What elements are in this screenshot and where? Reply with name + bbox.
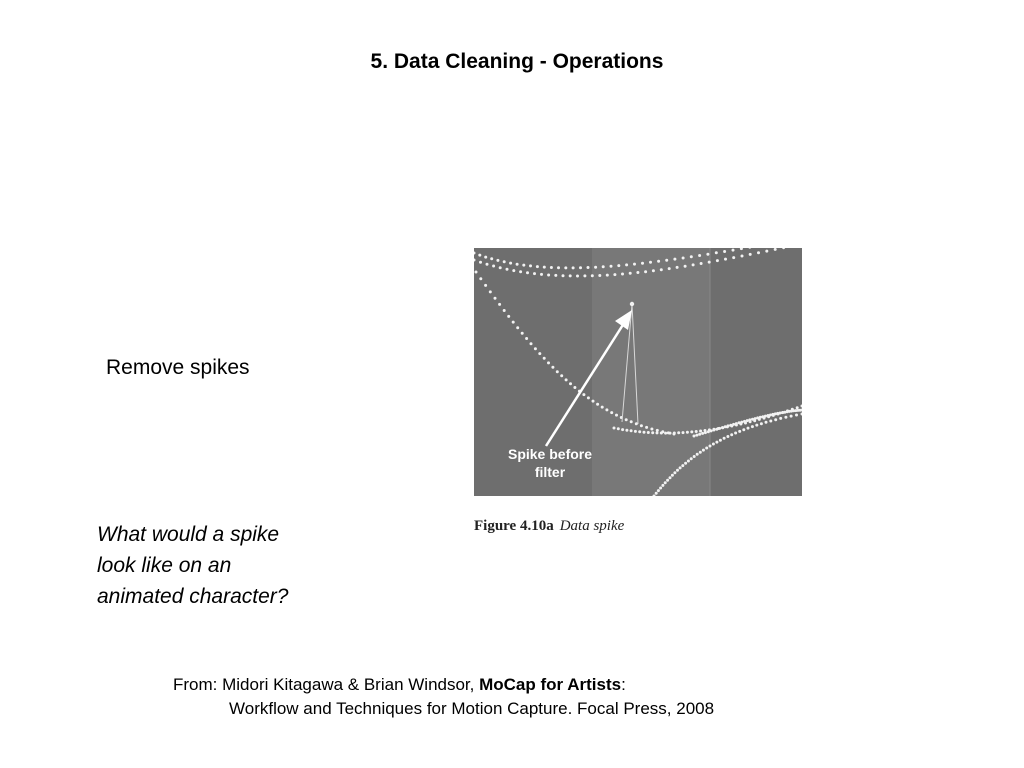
- curve-dot: [693, 455, 696, 458]
- curve-dot: [594, 266, 597, 269]
- curve-dot: [613, 273, 616, 276]
- curve-dot: [695, 430, 698, 433]
- curve-dot: [693, 435, 696, 438]
- curve-dot: [610, 411, 613, 414]
- curve-dot: [557, 266, 560, 269]
- bullet-text: Remove spikes: [106, 356, 250, 379]
- curve-dot: [550, 266, 553, 269]
- curve-dot: [707, 430, 710, 433]
- curve-dot: [723, 437, 726, 440]
- curve-dot: [506, 268, 509, 271]
- curve-dot: [687, 460, 690, 463]
- curve-dot: [530, 342, 533, 345]
- curve-dot: [712, 429, 715, 432]
- curve-dot: [661, 484, 664, 487]
- curve-dot: [647, 431, 650, 434]
- curve-dot: [695, 434, 698, 437]
- data-spike-figure: [474, 248, 802, 496]
- curve-dot: [572, 266, 575, 269]
- question-line: What would a spike: [97, 523, 280, 546]
- curve-dot: [638, 430, 641, 433]
- curve-dot: [664, 432, 667, 435]
- curve-dot: [475, 271, 478, 274]
- curve-dot: [760, 422, 763, 425]
- curve-dot: [564, 266, 567, 269]
- curve-dot: [669, 432, 672, 435]
- curve-dot: [650, 428, 653, 431]
- figure-annotation-line: Spike before: [507, 446, 593, 462]
- curve-dot: [516, 263, 519, 266]
- curve-dot: [751, 418, 754, 421]
- curve-dot: [551, 366, 554, 369]
- curve-dot: [684, 265, 687, 268]
- curve-dot: [741, 255, 744, 258]
- citation-line-2: Workflow and Techniques for Motion Capture. Focal Press, 2008: [229, 699, 715, 718]
- curve-dot: [732, 256, 735, 259]
- curve-dot: [562, 274, 565, 277]
- curve-dot: [606, 274, 609, 277]
- figure-number: Figure 4.10a: [474, 518, 554, 534]
- curve-dot: [598, 274, 601, 277]
- curve-dot: [582, 393, 585, 396]
- curve-dot: [755, 424, 758, 427]
- curve-dot: [679, 466, 682, 469]
- curve-dot: [774, 248, 777, 251]
- curve-dot: [699, 451, 702, 454]
- spike-point: [630, 302, 634, 306]
- curve-dot: [751, 425, 754, 428]
- curve-dot: [596, 403, 599, 406]
- curve-dot: [656, 431, 659, 434]
- curve-dot: [702, 449, 705, 452]
- curve-dot: [625, 418, 628, 421]
- curve-dot: [769, 420, 772, 423]
- curve-dot: [629, 272, 632, 275]
- curve-dot: [657, 260, 660, 263]
- curve-dot: [726, 435, 729, 438]
- curve-dot: [605, 408, 608, 411]
- curve-dot: [684, 462, 687, 465]
- curve-dot: [634, 430, 637, 433]
- citation-book-title: MoCap for Artists: [479, 675, 622, 694]
- curve-dot: [521, 332, 524, 335]
- curve-dot: [705, 447, 708, 450]
- curve-dot: [479, 261, 482, 264]
- curve-dot: [630, 429, 633, 432]
- curve-dot: [676, 266, 679, 269]
- curve-dot: [659, 487, 662, 490]
- curve-dot: [479, 277, 482, 280]
- figure-annotation-line: filter: [534, 464, 566, 480]
- curve-dot: [704, 431, 707, 434]
- curve-dot: [583, 274, 586, 277]
- curve-dot: [742, 428, 745, 431]
- curve-dot: [712, 443, 715, 446]
- curve-dot: [681, 464, 684, 467]
- curve-dot: [730, 433, 733, 436]
- curve-dot: [560, 374, 563, 377]
- curve-dot: [602, 265, 605, 268]
- curve-dot: [690, 430, 693, 433]
- curve-dot: [734, 432, 737, 435]
- curve-dot: [640, 424, 643, 427]
- curve-dot: [715, 441, 718, 444]
- curve-dot: [746, 419, 749, 422]
- curve-dot: [748, 418, 751, 421]
- curve-dot: [503, 309, 506, 312]
- citation: [173, 673, 714, 721]
- curve-dot: [569, 274, 572, 277]
- curve-dot: [765, 421, 768, 424]
- curve-dot: [660, 268, 663, 271]
- question-text: [97, 519, 288, 612]
- curve-dot: [615, 414, 618, 417]
- curve-dot: [735, 422, 738, 425]
- curve-dot: [671, 474, 674, 477]
- curve-dot: [673, 471, 676, 474]
- curve-dot: [665, 259, 668, 262]
- curve-dot: [633, 263, 636, 266]
- curve-dot: [587, 396, 590, 399]
- curve-dot: [547, 274, 550, 277]
- curve-dot: [723, 250, 726, 253]
- curve-dot: [490, 257, 493, 260]
- citation-colon: :: [621, 675, 626, 694]
- curve-dot: [587, 266, 590, 269]
- question-line: look like on an: [97, 554, 232, 577]
- curve-dot: [601, 406, 604, 409]
- curve-dot: [591, 274, 594, 277]
- curve-dot: [635, 422, 638, 425]
- curve-dot: [765, 250, 768, 253]
- curve-dot: [677, 431, 680, 434]
- curve-dot: [617, 427, 620, 430]
- curve-dot: [660, 432, 663, 435]
- curve-dot: [729, 424, 732, 427]
- curve-dot: [774, 418, 777, 421]
- curve-dot: [749, 253, 752, 256]
- curve-dot: [643, 431, 646, 434]
- curve-dot: [503, 260, 506, 263]
- curve-dot: [761, 415, 764, 418]
- curve-dot: [657, 489, 660, 492]
- curve-dot: [492, 265, 495, 268]
- curve-dot: [721, 426, 724, 429]
- curve-dot: [543, 357, 546, 360]
- curve-dot: [718, 427, 721, 430]
- curve-dot: [682, 257, 685, 260]
- curve-dot: [484, 284, 487, 287]
- curve-dot: [732, 249, 735, 252]
- curve-dot: [759, 416, 762, 419]
- curve-dot: [696, 453, 699, 456]
- curve-dot: [630, 420, 633, 423]
- question-line: animated character?: [97, 585, 289, 608]
- curve-dot: [512, 269, 515, 272]
- figure-caption: [474, 518, 624, 535]
- curve-dot: [710, 429, 713, 432]
- figure-title: Data spike: [559, 518, 625, 534]
- curve-dot: [543, 266, 546, 269]
- curve-dot: [486, 263, 489, 266]
- curve-dot: [724, 258, 727, 261]
- curve-dot: [779, 417, 782, 420]
- curve-dot: [540, 273, 543, 276]
- curve-dot: [715, 251, 718, 254]
- curve-dot: [636, 271, 639, 274]
- curve-dot: [645, 426, 648, 429]
- curve-dot: [610, 265, 613, 268]
- curve-dot: [668, 267, 671, 270]
- curve-dot: [690, 457, 693, 460]
- curve-dot: [715, 428, 718, 431]
- curve-dot: [569, 382, 572, 385]
- curve-dot: [556, 370, 559, 373]
- curve-dot: [738, 421, 741, 424]
- curve-dot: [529, 264, 532, 267]
- curve-dot: [554, 274, 557, 277]
- curve-dot: [496, 259, 499, 262]
- curve-dot: [724, 425, 727, 428]
- curve-dot: [494, 297, 497, 300]
- curve-dot: [536, 265, 539, 268]
- curve-dot: [617, 264, 620, 267]
- curve-dot: [769, 414, 772, 417]
- curve-dot: [499, 266, 502, 269]
- curve-dot: [790, 415, 793, 418]
- curve-dot: [565, 378, 568, 381]
- curve-dot: [652, 269, 655, 272]
- curve-dot: [666, 479, 669, 482]
- curve-dot: [509, 262, 512, 265]
- curve-dot: [669, 476, 672, 479]
- curve-dot: [738, 430, 741, 433]
- citation-prefix: From: Midori Kitagawa & Brian Windsor,: [173, 675, 480, 694]
- curve-dot: [701, 432, 704, 435]
- curve-dot: [698, 254, 701, 257]
- curve-dot: [756, 416, 759, 419]
- curve-dot: [784, 416, 787, 419]
- curve-dot: [796, 406, 799, 409]
- curve-dot: [538, 352, 541, 355]
- curve-dot: [655, 492, 658, 495]
- curve-dot: [525, 337, 528, 340]
- curve-dot: [576, 275, 579, 278]
- curve-dot: [484, 256, 487, 259]
- curve-dot: [651, 431, 654, 434]
- curve-dot: [754, 417, 757, 420]
- slide-title: 5. Data Cleaning - Operations: [370, 50, 664, 73]
- curve-dot: [692, 263, 695, 266]
- curve-dot: [592, 400, 595, 403]
- curve-dot: [700, 262, 703, 265]
- curve-dot: [512, 321, 515, 324]
- curve-dot: [498, 303, 501, 306]
- curve-dot: [764, 415, 767, 418]
- curve-dot: [641, 262, 644, 265]
- curve-dot: [478, 254, 481, 257]
- curve-dot: [613, 427, 616, 430]
- curve-dot: [533, 272, 536, 275]
- curve-dot: [649, 261, 652, 264]
- curve-dot: [690, 255, 693, 258]
- curve-dot: [698, 433, 701, 436]
- curve-dot: [732, 423, 735, 426]
- curve-dot: [621, 428, 624, 431]
- curve-dot: [709, 445, 712, 448]
- curve-dot: [573, 386, 576, 389]
- curve-dot: [534, 347, 537, 350]
- curve-dot: [795, 414, 798, 417]
- curve-dot: [625, 263, 628, 266]
- curve-dot: [719, 439, 722, 442]
- curve-dot: [625, 429, 628, 432]
- curve-dot: [579, 266, 582, 269]
- curve-dot: [706, 253, 709, 256]
- curve-dot: [686, 431, 689, 434]
- curve-dot: [676, 469, 679, 472]
- curve-dot: [740, 421, 743, 424]
- curve-dot: [673, 432, 676, 435]
- curve-dot: [757, 251, 760, 254]
- curve-dot: [644, 270, 647, 273]
- curve-dot: [673, 258, 676, 261]
- curve-dot: [664, 481, 667, 484]
- curve-dot: [516, 326, 519, 329]
- curve-dot: [519, 270, 522, 273]
- curve-dot: [489, 290, 492, 293]
- curve-dot: [682, 431, 685, 434]
- curve-dot: [747, 427, 750, 430]
- curve-dot: [526, 271, 529, 274]
- curve-dot: [547, 361, 550, 364]
- curve-dot: [743, 420, 746, 423]
- curve-dot: [716, 259, 719, 262]
- curve-dot: [708, 261, 711, 264]
- curve-dot: [522, 264, 525, 267]
- curve-dot: [621, 273, 624, 276]
- curve-dot: [699, 430, 702, 433]
- curve-dot: [727, 424, 730, 427]
- curve-dot: [507, 315, 510, 318]
